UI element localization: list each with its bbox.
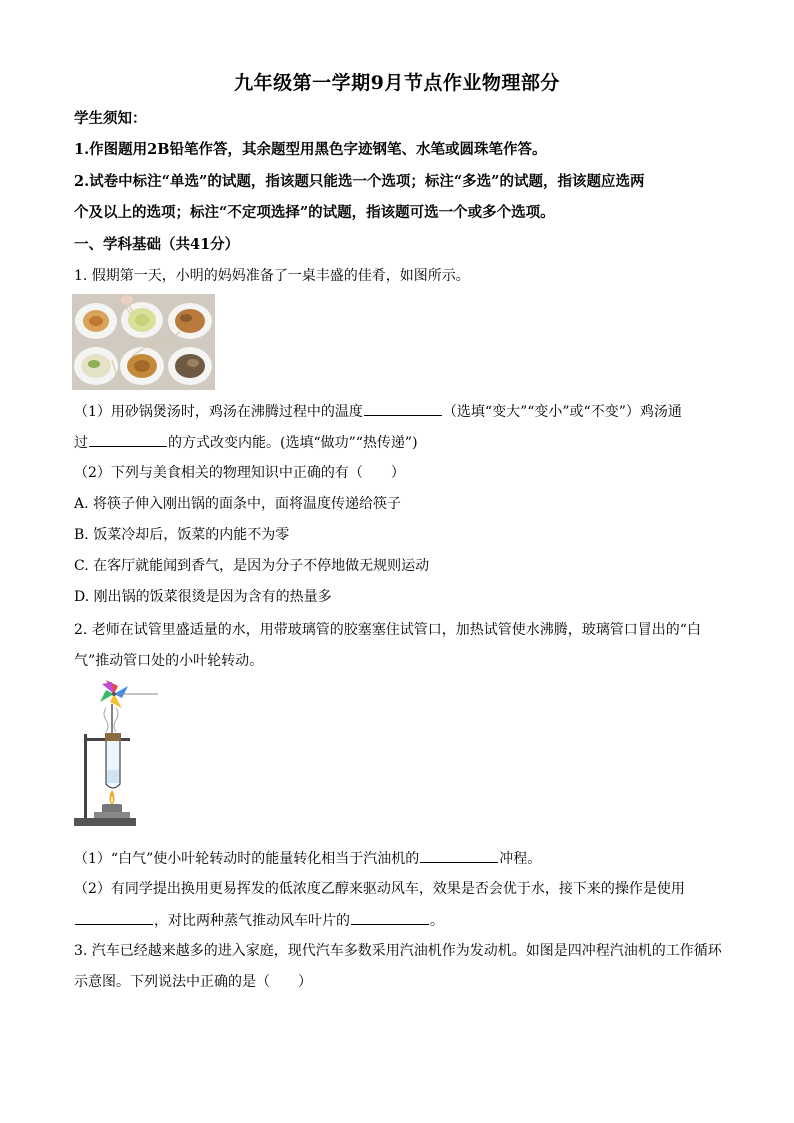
- pinwheel-icon: [100, 680, 158, 708]
- q3-stem-line2: 示意图。下列说法中正确的是（ ）: [74, 974, 312, 990]
- q1-option-b: B. 饭菜冷却后，饭菜的内能不为零: [74, 527, 290, 543]
- q2-answer-blank-1[interactable]: [420, 848, 498, 863]
- q2-part2-line2: [74, 910, 724, 931]
- q2-stem-line1: 2. 老师在试管里盛适量的水，用带玻璃管的胶塞塞住试管口，加热试管使水沸腾，玻璃管口冒出的“白: [74, 622, 701, 638]
- notice-item-2-line-2: 个及以上的选项；标注“不定项选择”的试题，指该题可选一个或多个选项。: [74, 204, 555, 221]
- section-heading: 一、学科基础（共41分）: [74, 236, 240, 253]
- q1-option-d: D. 刚出锅的饭菜很烫是因为含有的热量多: [74, 589, 332, 605]
- q2-part1: [74, 848, 724, 869]
- q2-part2-line1: （2）有同学提出换用更易挥发的低浓度乙醇来驱动风车，效果是否会优于水，接下来的操作是使用: [74, 881, 685, 897]
- q1-option-a: A. 将筷子伸入刚出锅的面条中，面将温度传递给筷子: [74, 496, 402, 512]
- q1-answer-blank-1[interactable]: [364, 401, 442, 416]
- food-photo: [72, 294, 215, 390]
- notice-heading: 学生须知：: [74, 110, 147, 127]
- q1-part1-text-b: （选填“变大”“变小”或“不变”）鸡汤通: [442, 404, 682, 420]
- q1-part1-line1: [74, 401, 724, 422]
- q2-part2-text-b: ，对比两种蒸气推动风车叶片的: [154, 913, 350, 929]
- q1-part1-text-c: 过: [74, 435, 88, 451]
- page-title: 九年级第一学期9月节点作业物理部分: [234, 72, 560, 94]
- q2-part2-text-c: 。: [430, 913, 444, 929]
- q1-part2: （2）下列与美食相关的物理知识中正确的有（ ）: [74, 465, 405, 481]
- q1-stem: 1. 假期第一天，小明的妈妈准备了一桌丰盛的佳肴，如图所示。: [74, 268, 470, 284]
- q2-part1-text-a: （1）“白气”使小叶轮转动时的能量转化相当于汽油机的: [74, 851, 420, 867]
- q1-part1-text-d: 的方式改变内能。(选填“做功”“热传递”): [168, 435, 418, 451]
- notice-item-1: 1.作图题用2B铅笔作答，其余题型用黑色字迹钢笔、水笔或圆珠笔作答。: [74, 141, 547, 158]
- q1-answer-blank-2[interactable]: [89, 432, 167, 447]
- test-tube-apparatus: [72, 678, 162, 836]
- q1-part1-text-a: （1）用砂锅煲汤时，鸡汤在沸腾过程中的温度: [74, 404, 363, 420]
- q1-option-c: C. 在客厅就能闻到香气，是因为分子不停地做无规则运动: [74, 558, 430, 574]
- q3-stem-line1: 3. 汽车已经越来越多的进入家庭，现代汽车多数采用汽油机作为发动机。如图是四冲程汽油机的工作循环: [74, 943, 722, 959]
- q2-part1-text-b: 冲程。: [499, 851, 542, 867]
- q2-answer-blank-2[interactable]: [75, 910, 153, 925]
- notice-item-2-line-1: 2.试卷中标注“单选”的试题，指该题只能选一个选项；标注“多选”的试题，指该题应选两: [74, 173, 645, 190]
- q2-answer-blank-3[interactable]: [351, 910, 429, 925]
- q2-stem-line2: 气”推动管口处的小叶轮转动。: [74, 653, 264, 669]
- q1-part1-line2: [74, 432, 724, 453]
